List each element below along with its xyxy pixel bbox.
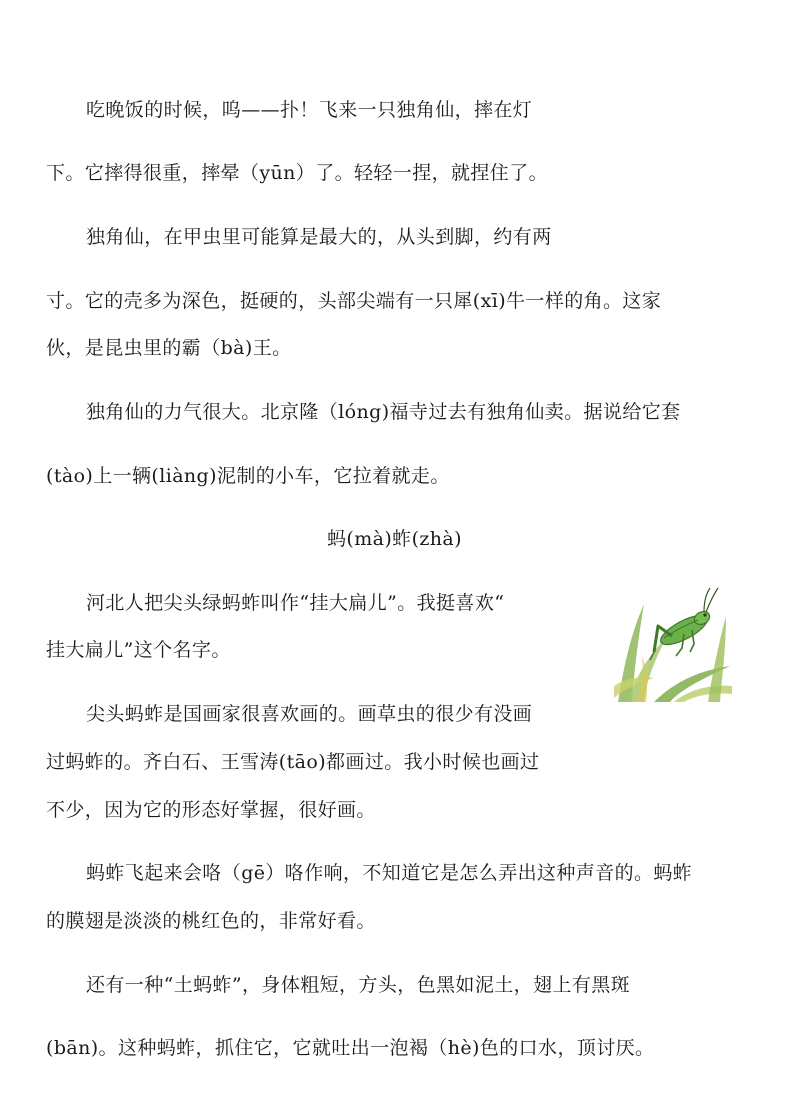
text-line: 独角仙，在甲虫里可能算是最大的，从头到脚，约有两 (86, 226, 552, 248)
text-line: 河北人把尖头绿蚂蚱叫作“挂大扁儿”。我挺喜欢“ (86, 592, 505, 614)
text-line: 还有一种“土蚂蚱”，身体粗短，方头，色黑如泥土，翅上有黑斑 (86, 974, 631, 996)
grasshopper-illustration (614, 586, 732, 704)
text-line: 吃晚饭的时候，呜——扑！飞来一只独角仙，摔在灯 (86, 99, 533, 121)
section-heading: 蚂(mà)蚱(zhà) (327, 528, 462, 550)
text-line: 蚂蚱飞起来会咯（gē）咯作响，不知道它是怎么弄出这种声音的。蚂蚱 (86, 862, 693, 884)
text-line: (tào)上一辆(liàng)泥制的小车，它拉着就走。 (46, 465, 450, 487)
text-line: 寸。它的壳多为深色，挺硬的，头部尖端有一只犀(xī)牛一样的角。这家 (46, 290, 662, 312)
text-line: 独角仙的力气很大。北京隆（lóng)福寺过去有独角仙卖。据说给它套 (86, 401, 681, 423)
text-line: 挂大扁儿”这个名字。 (46, 639, 231, 661)
text-line: 的膜翅是淡淡的桃红色的，非常好看。 (46, 910, 376, 932)
text-line: 不少，因为它的形态好掌握，很好画。 (46, 799, 376, 821)
text-line: 过蚂蚱的。齐白石、王雪涛(tāo)都画过。我小时候也画过 (46, 751, 540, 773)
text-line: (bān)。这种蚂蚱，抓住它，它就吐出一泡褐（hè)色的口水，顶讨厌。 (46, 1037, 655, 1059)
text-line: 尖头蚂蚱是国画家很喜欢画的。画草虫的很少有没画 (86, 703, 533, 725)
text-line: 伙，是昆虫里的霸（bà)王。 (46, 337, 292, 359)
text-line: 下。它摔得很重，摔晕（yūn）了。轻轻一捏，就捏住了。 (46, 162, 549, 184)
